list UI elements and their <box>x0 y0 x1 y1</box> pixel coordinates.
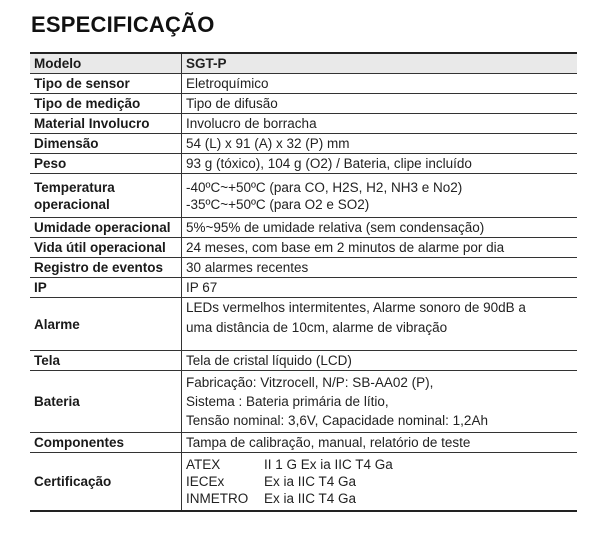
certification-item-iecex <box>186 473 577 490</box>
row-value-line: LEDs vermelhos intermitentes, Alarme sonoro de 90dB a <box>186 300 526 315</box>
table-row <box>30 218 577 238</box>
table-row <box>30 134 577 154</box>
certification-marking: II 1 G Ex ia IIC T4 Ga <box>264 456 393 472</box>
table-row <box>30 154 577 174</box>
row-value-line: Tipo de difusão <box>186 96 278 111</box>
certification-key: Certificação <box>30 453 182 511</box>
row-value-line: Eletroquímico <box>186 76 269 91</box>
row-key: Registro de eventos <box>30 258 182 278</box>
certification-name: IECEx <box>186 473 225 489</box>
row-value-line: uma distância de 10cm, alarme de vibração <box>186 320 448 335</box>
certification-item-inmetro <box>186 490 577 507</box>
row-value <box>182 258 578 278</box>
row-value-line: Tampa de calibração, manual, relatório de teste <box>186 435 471 450</box>
row-key: Vida útil operacional <box>30 238 182 258</box>
row-key: Material Involucro <box>30 114 182 134</box>
certification-name: INMETRO <box>186 490 249 506</box>
table-row <box>30 238 577 258</box>
table-row <box>30 74 577 94</box>
row-key: Tela <box>30 351 182 371</box>
table-row <box>30 258 577 278</box>
row-value <box>182 174 578 218</box>
row-value <box>182 74 578 94</box>
row-key: Temperatura operacional <box>30 174 182 218</box>
row-value <box>182 433 578 453</box>
row-value-line: 54 (L) x 91 (A) x 32 (P) mm <box>186 136 350 151</box>
certification-value <box>182 453 578 511</box>
row-value-line: 24 meses, com base em 2 minutos de alarme por dia <box>186 240 505 255</box>
row-value-line: IP 67 <box>186 280 218 295</box>
row-key: Umidade operacional <box>30 218 182 238</box>
table-row <box>30 298 577 351</box>
row-value <box>182 238 578 258</box>
row-value <box>182 114 578 134</box>
table-row <box>30 174 577 218</box>
row-key: Tipo de sensor <box>30 74 182 94</box>
row-value-line: -35ºC~+50ºC (para O2 e SO2) <box>186 196 370 212</box>
certification-marking: Ex ia IIC T4 Ga <box>264 473 357 489</box>
row-value <box>182 371 578 433</box>
certification-name: ATEX <box>186 456 221 472</box>
row-value-line: -40ºC~+50ºC (para CO, H2S, H2, NH3 e No2) <box>186 179 463 195</box>
row-key: Peso <box>30 154 182 174</box>
table-row <box>30 114 577 134</box>
specification-table <box>30 52 577 512</box>
certification-row <box>30 453 577 511</box>
row-value <box>182 154 578 174</box>
row-value <box>182 94 578 114</box>
table-row <box>30 351 577 371</box>
row-key: Componentes <box>30 433 182 453</box>
table-row <box>30 371 577 433</box>
row-key: Dimensão <box>30 134 182 154</box>
row-value <box>182 351 578 371</box>
row-value-line: 5%~95% de umidade relativa (sem condensação) <box>186 220 485 235</box>
row-value-line: Sistema : Bateria primária de lítio, <box>186 394 389 409</box>
header-key: Modelo <box>30 53 182 74</box>
row-value-line: 30 alarmes recentes <box>186 260 309 275</box>
page-title: ESPECIFICAÇÃO <box>31 12 215 37</box>
table-header-row <box>30 53 577 74</box>
row-value <box>182 298 578 351</box>
row-value-line: 93 g (tóxico), 104 g (O2) / Bateria, clipe incluído <box>186 156 472 171</box>
row-value-line: Involucro de borracha <box>186 116 317 131</box>
table-row <box>30 94 577 114</box>
table-row <box>30 278 577 298</box>
row-value-line: Fabricação: Vitzrocell, N/P: SB-AA02 (P), <box>186 375 434 390</box>
header-value: SGT-P <box>182 53 578 74</box>
table-row <box>30 433 577 453</box>
row-key: Alarme <box>30 298 182 351</box>
row-value <box>182 134 578 154</box>
certification-item-atex <box>186 456 577 473</box>
row-value <box>182 218 578 238</box>
row-value-line: Tela de cristal líquido (LCD) <box>186 353 352 368</box>
row-key: IP <box>30 278 182 298</box>
row-key: Tipo de medição <box>30 94 182 114</box>
row-value <box>182 278 578 298</box>
row-key: Bateria <box>30 371 182 433</box>
row-value-line: Tensão nominal: 3,6V, Capacidade nominal: 1,2Ah <box>186 413 488 428</box>
certification-marking: Ex ia IIC T4 Ga <box>264 490 357 506</box>
